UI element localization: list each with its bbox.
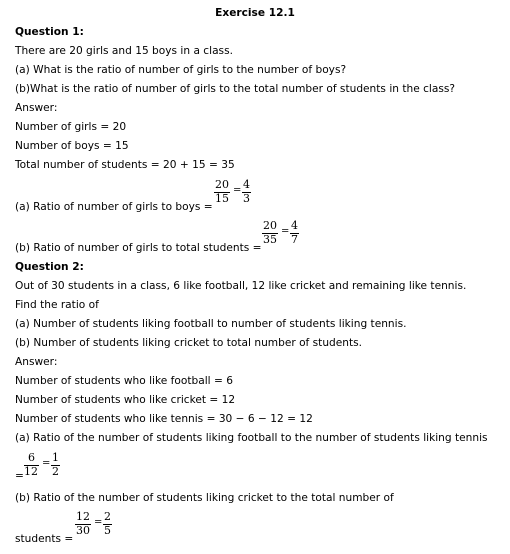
q2-line: (b) Number of students liking cricket to total number of students. [15, 337, 363, 349]
exercise-title: Exercise 12.1 [215, 7, 295, 19]
fraction-denominator: 7 [291, 233, 298, 246]
fraction-denominator: 30 [76, 524, 90, 537]
fraction-denominator: 12 [24, 465, 38, 478]
q2-b-ratio-label: students = [15, 533, 74, 545]
q2-line: Number of students who like cricket = 12 [15, 394, 236, 406]
q2-line: Find the ratio of [15, 299, 99, 311]
q2-line: (a) Ratio of the number of students liking football to the number of students liking tennis [15, 432, 488, 444]
q1-line: (b)What is the ratio of number of girls to the total number of students in the class? [15, 83, 456, 95]
equals-sign: = [281, 226, 290, 237]
q1-answer-label: Answer: [15, 102, 58, 114]
question-2-heading: Question 2: [15, 261, 84, 273]
fraction-numerator: 6 [28, 451, 35, 464]
fraction-numerator: 20 [215, 178, 229, 191]
q2-line: Number of students who like tennis = 30 − 6 − 12 = 12 [15, 413, 313, 425]
q2-a-equals: = [15, 470, 24, 482]
q2-line: Out of 30 students in a class, 6 like football, 12 like cricket and remaining like tennis. [15, 280, 467, 292]
fraction-numerator: 20 [263, 219, 277, 232]
q2-line: Number of students who like football = 6 [15, 375, 233, 387]
q2-line: (a) Number of students liking football to number of students liking tennis. [15, 318, 407, 330]
q1-b-ratio-label: (b) Ratio of number of girls to total students = [15, 242, 262, 254]
fraction-denominator: 15 [215, 192, 229, 205]
equals-sign: = [94, 517, 103, 528]
fraction-denominator: 35 [263, 233, 277, 246]
q1-line: There are 20 girls and 15 boys in a class. [15, 45, 233, 57]
fraction-numerator: 4 [243, 178, 250, 191]
q2-answer-label: Answer: [15, 356, 58, 368]
fraction-denominator: 5 [104, 524, 111, 537]
question-1-heading: Question 1: [15, 26, 84, 38]
fraction-numerator: 1 [52, 451, 59, 464]
fraction-numerator: 4 [291, 219, 298, 232]
fraction-numerator: 12 [76, 510, 90, 523]
fraction-denominator: 3 [243, 192, 250, 205]
q1-line: Number of girls = 20 [15, 121, 127, 133]
q1-line: Total number of students = 20 + 15 = 35 [15, 159, 235, 171]
q2-line: (b) Ratio of the number of students liking cricket to the total number of [15, 492, 394, 504]
fraction-numerator: 2 [104, 510, 111, 523]
q1-line: (a) What is the ratio of number of girls to the number of boys? [15, 64, 347, 76]
q1-line: Number of boys = 15 [15, 140, 129, 152]
equals-sign: = [42, 458, 51, 469]
equals-sign: = [233, 185, 242, 196]
q1-a-ratio-label: (a) Ratio of number of girls to boys = [15, 201, 213, 213]
fraction-denominator: 2 [52, 465, 59, 478]
